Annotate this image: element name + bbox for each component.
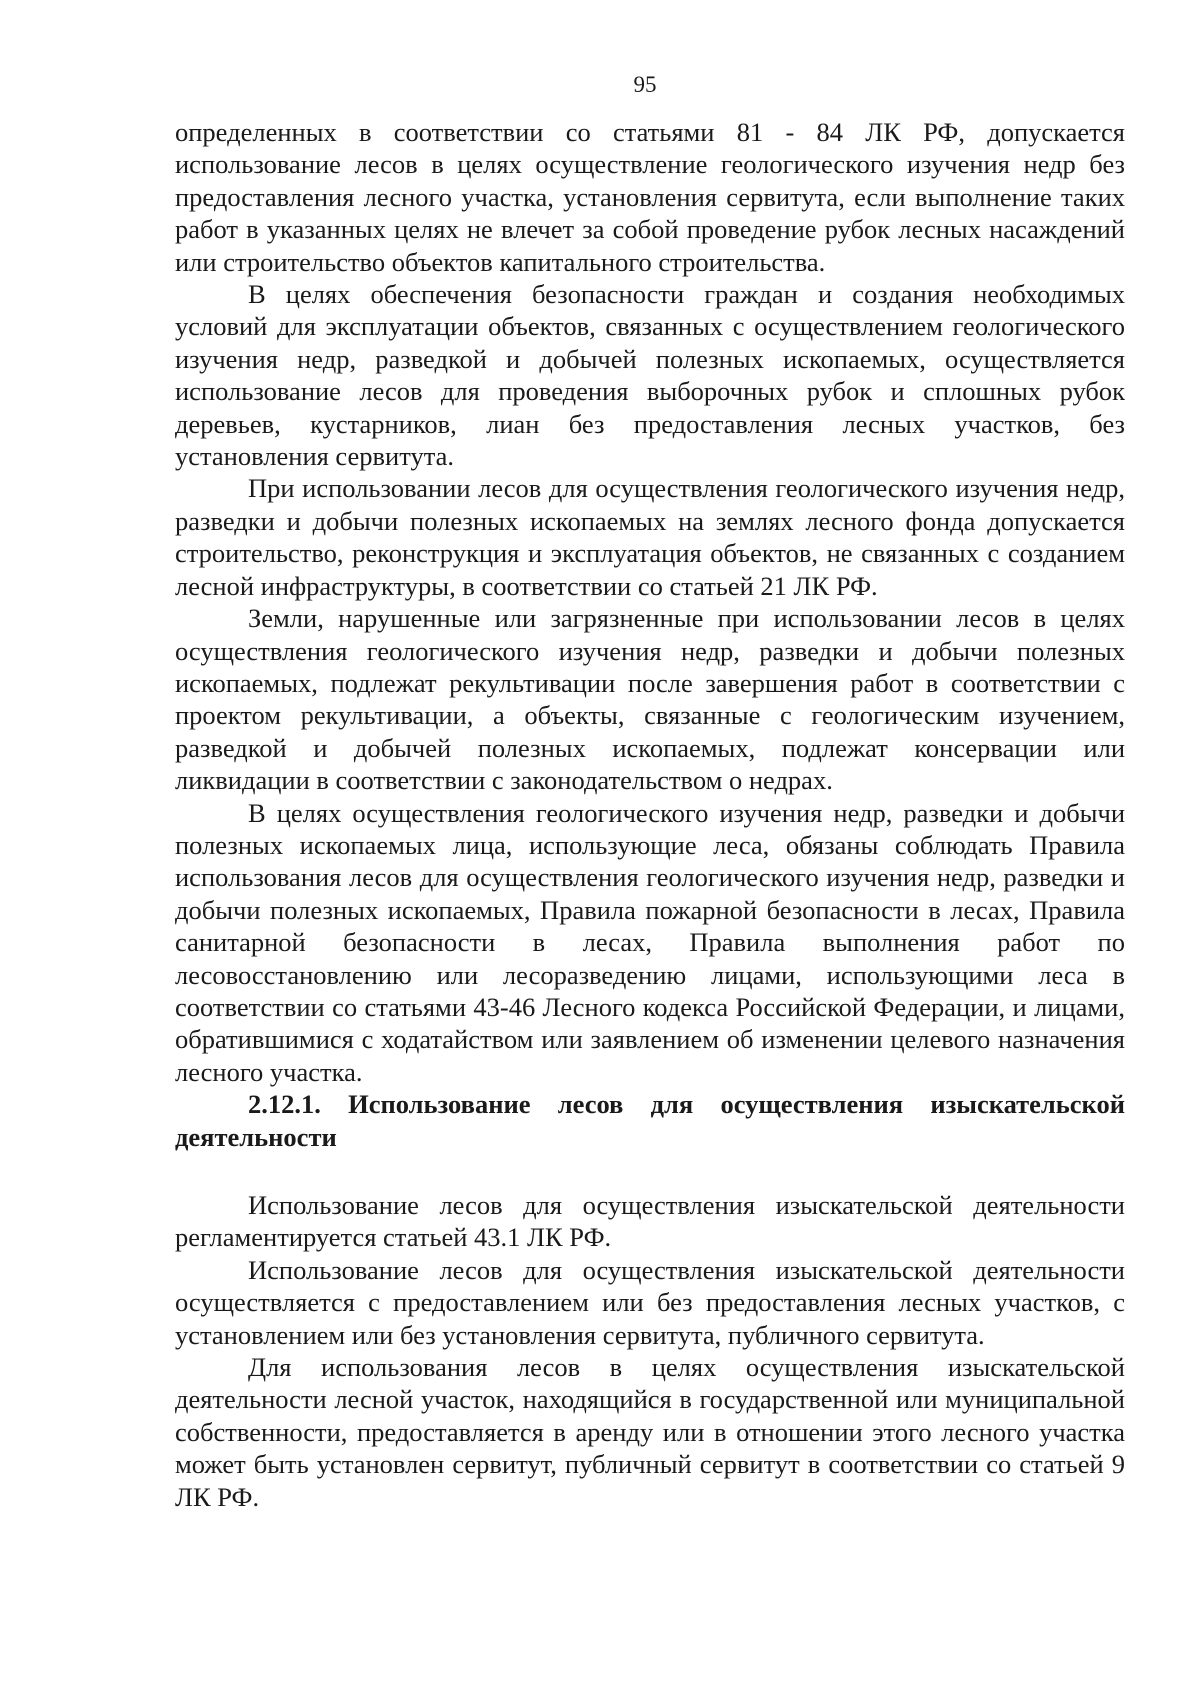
paragraph: При использовании лесов для осуществления геологического изучения недр, разведки и добычи полезных ископаемых на землях лесного фонда допускается строительство, реконструкция и эксплуатация объектов, не связанных с созданием лесной инфраструктуры, в соответствии со статьей 21 ЛК РФ. — [175, 473, 1125, 601]
document-body — [175, 116, 1125, 1513]
paragraph: В целях обеспечения безопасности граждан и создания необходимых условий для эксплуатации объектов, связанных с осуществлением геологического изучения недр, разведкой и добычей полезных ископаемых, осуществляется использование лесов для проведения выборочных рубок и сплошных рубок деревьев, кустарников, лиан без предоставления лесных участков, без установления сервитута. — [175, 279, 1125, 472]
section-heading: 2.12.1. Использование лесов для осуществления изыскательской деятельности — [175, 1089, 1125, 1152]
section-spacer — [175, 1153, 1125, 1189]
paragraph: Использование лесов для осуществления изыскательской деятельности осуществляется с предоставлением или без предоставления лесных участков, с установлением или без установления сервитута, публичного сервитута. — [175, 1254, 1125, 1350]
paragraph: определенных в соответствии со статьями 81 - 84 ЛК РФ, допускается использование лесов в целях осуществление геологического изучения недр без предоставления лесного участка, установления сервитута, если выполнение таких работ в указанных целях не влечет за собой проведение рубок лесных насаждений или строительство объектов капитального строительства. — [175, 117, 1125, 277]
paragraph: Для использования лесов в целях осуществления изыскательской деятельности лесной участок, находящийся в государственной или муниципальной собственности, предоставляется в аренду или в отношении этого лесного участка может быть установлен сервитут, публичный сервитут в соответствии со статьей 9 ЛК РФ. — [175, 1352, 1125, 1512]
paragraph: Использование лесов для осуществления изыскательской деятельности регламентируется статьей 43.1 ЛК РФ. — [175, 1190, 1125, 1253]
paragraph: В целях осуществления геологического изучения недр, разведки и добычи полезных ископаемых лица, использующие леса, обязаны соблюдать Правила использования лесов для осуществления геологического изучения недр, разведки и добычи полезных ископаемых, Правила пожарной безопасности в лесах, Правила санитарной безопасности в лесах, Правила выполнения работ по лесовосстановлению или лесоразведению лицами, использующими леса в соответствии со статьями 43-46 Лесного кодекса Российской Федерации, и лицами, обратившимися с ходатайством или заявлением об изменении целевого назначения лесного участка. — [175, 797, 1125, 1087]
page-number: 95 — [633, 72, 657, 97]
paragraph: Земли, нарушенные или загрязненные при использовании лесов в целях осуществления геологического изучения недр, разведки и добычи полезных ископаемых, подлежат рекультивации после завершения работ в соответствии с проектом рекультивации, а объекты, связанные с геологическим изучением, разведкой и добычей полезных ископаемых, подлежат консервации или ликвидации в соответствии с законодательством о недрах. — [175, 603, 1125, 796]
